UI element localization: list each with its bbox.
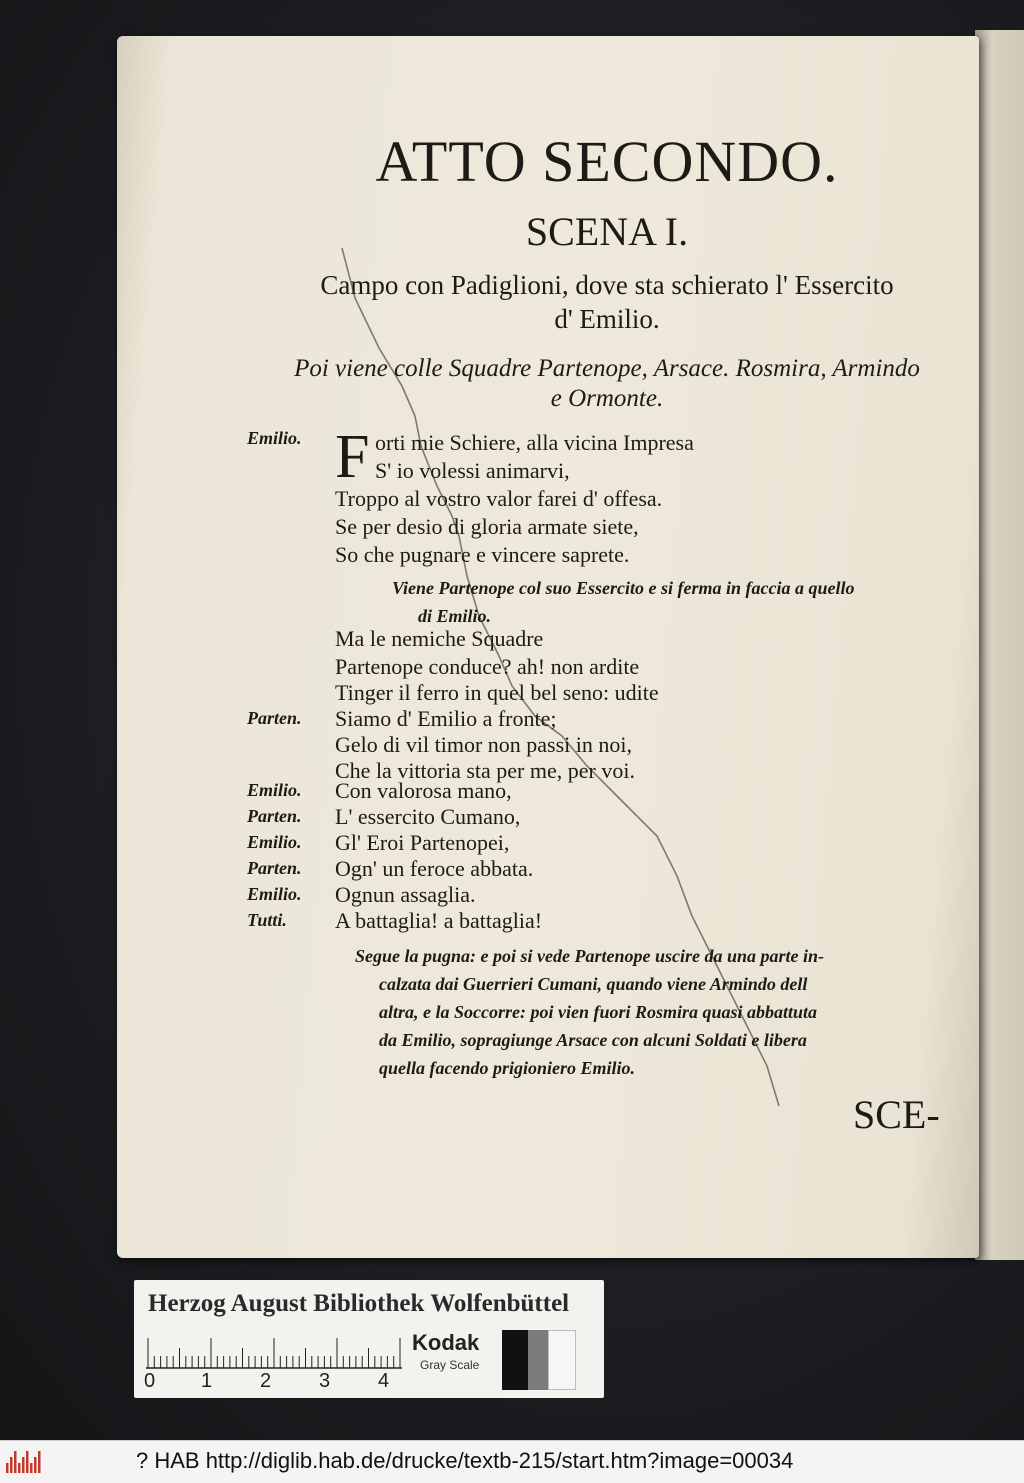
page-url[interactable]: ? HAB http://diglib.hab.de/drucke/textb-215/start.htm?image=00034 [136,1448,794,1473]
speaker-name: Emilio. [247,780,302,800]
speaker-name: Parten. [247,806,302,826]
logo-bar [34,1457,37,1473]
gray-patch-white [548,1330,576,1390]
verse-line: Siamo d' Emilio a fronte; [335,706,557,731]
entrance-line: e Ormonte. [550,385,664,412]
verse-line: Con valorosa mano, [335,778,512,803]
verse-line: Tinger il ferro in quel bel seno: udite [335,680,659,705]
stage-direction [392,574,962,630]
ruler-icon [144,1330,414,1370]
logo-bar [38,1451,41,1473]
verse-line: S' io volessi animarvi, [375,458,570,483]
book-page [117,36,979,1258]
verse-line: Che la vittoria sta per me, per voi. [335,758,635,783]
speaker-name: Emilio. [247,428,302,448]
speaker-name: Emilio. [247,884,302,904]
logo-bar [22,1457,25,1473]
color-calibration-bar [134,1280,604,1398]
library-name: Herzog August Bibliothek Wolfenbüttel [148,1290,570,1317]
catchword: SCE- [853,1092,940,1137]
stage-line: calzata dai Guerrieri Cumani, quando viene Armindo dell [379,974,808,994]
speaker-name: Emilio. [247,832,302,852]
entrance-line: Poi viene colle Squadre Partenope, Arsace. Rosmira, Armindo [294,355,920,382]
ruler-number: 1 [201,1370,213,1392]
logo-bar [6,1463,9,1473]
speaker-name: Parten. [247,708,302,728]
speaker-name: Parten. [247,858,302,878]
gray-patch-mid [528,1330,548,1390]
viewer-footer [0,1440,1024,1483]
grayscale-label: Gray Scale [420,1358,480,1372]
gray-patch-black [502,1330,528,1390]
verse-line: Ogn' un feroce abbata. [335,856,534,881]
ruler-number: 4 [378,1370,390,1392]
act-title: ATTO SECONDO. [375,129,839,194]
verse-line: Se per desio di gloria armate siete, [335,514,639,539]
ruler-number: 0 [144,1370,156,1392]
verse-line: Troppo al vostro valor farei d' offesa. [335,486,663,511]
drop-capital: F [335,423,370,491]
stage-line: quella facendo prigioniero Emilio. [379,1058,636,1078]
facing-page-edge [975,30,1024,1260]
logo-bar [18,1463,21,1473]
verse-line: A battaglia! a battaglia! [335,908,543,933]
setting-line: Campo con Padiglioni, dove sta schierato l' Essercito [320,270,894,300]
verse-line: So che pugnare e vincere saprete. [335,542,630,567]
verse-line: Partenope conduce? ah! non ardite [335,654,640,679]
verse-line: orti mie Schiere, alla vicina Impresa [375,430,694,455]
stage-line: Viene Partenope col suo Essercito e si ferma in faccia a quello [392,578,855,598]
verse-line: Gl' Eroi Partenopei, [335,830,510,855]
stage-line: Segue la pugna: e poi si vede Partenope uscire da una parte in- [355,946,824,966]
stage-line: di Emilio. [418,606,492,626]
speaker-name: Tutti. [247,910,287,930]
logo-bar [10,1457,13,1473]
logo-bar [14,1451,17,1473]
ruler-number: 2 [260,1370,272,1392]
entrance-direction [247,354,967,414]
verse-line: Ognun assaglia. [335,882,476,907]
stage-direction [355,942,965,1082]
verse-line: L' essercito Cumano, [335,804,521,829]
library-logo-icon [4,1449,44,1475]
ruler-number: 3 [319,1370,331,1392]
stage-line: da Emilio, sopragiunge Arsace con alcuni Soldati e libera [379,1030,807,1050]
stage-line: altra, e la Soccorre: poi vien fuori Rosmira quasi abbattuta [379,1002,818,1022]
setting-line: d' Emilio. [554,304,660,334]
brand-label: Kodak [412,1330,480,1355]
scene-setting [247,268,967,336]
logo-bar [26,1451,29,1473]
scene-heading: SCENA I. [525,209,689,254]
verse-line: Ma le nemiche Squadre [335,626,544,651]
logo-bar [30,1463,33,1473]
verse-line: Gelo di vil timor non passi in noi, [335,732,632,757]
